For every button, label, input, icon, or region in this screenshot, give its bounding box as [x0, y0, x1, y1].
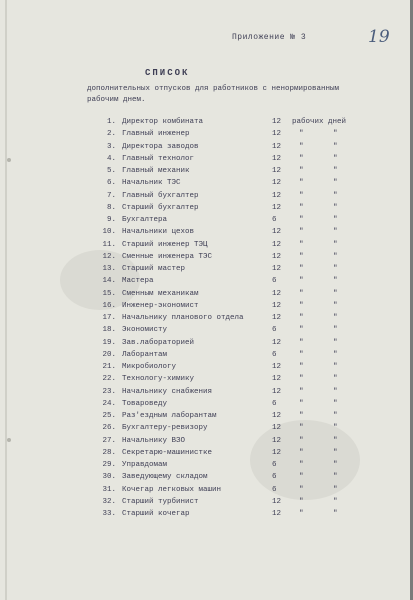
- ditto-mark: ": [299, 265, 304, 273]
- ditto-mark: ": [333, 497, 338, 506]
- item-position: Главный бухгалтер: [122, 191, 199, 200]
- item-position: Бухгалтера: [122, 216, 168, 224]
- list-item: [0, 179, 413, 191]
- ditto-mark: ": [333, 265, 338, 273]
- ditto-mark: ": [299, 252, 304, 261]
- ditto-mark: ": [299, 350, 304, 359]
- list-item: [0, 265, 413, 277]
- ditto-mark: ": [299, 240, 304, 249]
- ditto-mark: ": [299, 473, 304, 482]
- list-item: [0, 277, 413, 289]
- list-item: [0, 400, 413, 412]
- item-position: Инженер-экономист: [122, 301, 199, 310]
- item-days: 12: [272, 289, 282, 298]
- ditto-mark: ": [299, 326, 304, 335]
- item-days: 12: [272, 252, 282, 261]
- list-item: [0, 363, 413, 375]
- item-position: Главный технолог: [122, 154, 195, 163]
- list-item: [0, 449, 413, 461]
- ditto-mark: ": [299, 375, 304, 384]
- item-days: 12: [272, 167, 282, 175]
- list-item: [0, 388, 413, 400]
- ditto-mark: ": [299, 461, 304, 469]
- ditto-mark: ": [333, 424, 338, 433]
- item-days: 12: [272, 228, 282, 237]
- item-days: 12: [272, 424, 282, 433]
- ditto-mark: ": [299, 497, 304, 506]
- item-days: 12: [272, 375, 282, 384]
- ditto-mark: ": [333, 338, 338, 347]
- item-position: Технологу-химику: [122, 375, 195, 384]
- item-number: 31.: [102, 485, 116, 494]
- item-days: 12: [272, 130, 282, 139]
- ditto-mark: ": [333, 154, 338, 163]
- ditto-mark: ": [299, 387, 304, 396]
- item-days: 12: [272, 338, 282, 347]
- list-item: [0, 290, 413, 302]
- item-number: 29.: [102, 461, 116, 469]
- ditto-mark: ": [333, 375, 338, 384]
- item-days: 6: [272, 350, 277, 359]
- item-position: Лаборантам: [122, 350, 168, 359]
- list-item: [0, 192, 413, 204]
- item-days: 12: [272, 118, 282, 126]
- item-position: Сменным механикам: [122, 289, 199, 298]
- item-days: 12: [272, 179, 282, 188]
- ditto-mark: ": [333, 216, 338, 224]
- list-item: [0, 241, 413, 253]
- annex-label: Приложение № 3: [232, 33, 307, 42]
- ditto-mark: ": [333, 203, 338, 212]
- item-number: 12.: [102, 252, 116, 261]
- ditto-mark: ": [299, 399, 304, 408]
- item-position: Директор комбината: [122, 118, 204, 126]
- item-days: 12: [272, 510, 282, 518]
- ditto-mark: ": [299, 363, 304, 371]
- item-number: 21.: [102, 363, 116, 371]
- item-number: 13.: [102, 265, 116, 273]
- item-number: 28.: [102, 448, 116, 457]
- ditto-mark: ": [299, 436, 304, 445]
- item-position: Управдомам: [122, 461, 168, 469]
- list-item: [0, 424, 413, 436]
- item-number: 18.: [102, 326, 116, 335]
- ditto-mark: ": [333, 436, 338, 445]
- item-number: 16.: [102, 301, 116, 310]
- list-item: [0, 253, 413, 265]
- ditto-mark: ": [299, 277, 304, 286]
- item-position: Начальник ТЭС: [122, 179, 181, 188]
- list-item: [0, 143, 413, 155]
- ditto-mark: ": [333, 289, 338, 298]
- ditto-mark: ": [299, 338, 304, 347]
- ditto-mark: ": [299, 203, 304, 212]
- item-days: 12: [272, 412, 282, 420]
- document-title: СПИСОК: [145, 68, 190, 78]
- item-position: Зав.лабораторией: [122, 338, 195, 347]
- ditto-mark: ": [299, 130, 304, 139]
- item-position: Бухгалтеру-ревизору: [122, 424, 208, 433]
- item-days: 12: [272, 363, 282, 371]
- item-position: Главный механик: [122, 167, 190, 175]
- item-days: 12: [272, 387, 282, 396]
- item-number: 3.: [106, 142, 116, 151]
- item-number: 19.: [102, 338, 116, 347]
- item-days: 12: [272, 436, 282, 445]
- ditto-mark: ": [299, 167, 304, 175]
- list-item: [0, 473, 413, 485]
- item-number: 15.: [102, 289, 116, 298]
- document-subtitle-line2: рабочим днем.: [87, 96, 146, 104]
- ditto-mark: ": [299, 301, 304, 310]
- item-position: Микробиологу: [122, 363, 177, 371]
- list-item: [0, 204, 413, 216]
- ditto-mark: ": [333, 277, 338, 286]
- item-days: 6: [272, 473, 277, 482]
- ditto-mark: ": [299, 448, 304, 457]
- ditto-mark: ": [299, 424, 304, 433]
- item-number: 32.: [102, 497, 116, 506]
- item-position: Мастера: [122, 277, 154, 286]
- ditto-mark: ": [333, 167, 338, 175]
- list-item: [0, 228, 413, 240]
- item-position: Сменные инженера ТЭС: [122, 252, 213, 261]
- list-item: [0, 412, 413, 424]
- ditto-mark: ": [299, 314, 304, 322]
- item-position: Заведующему складом: [122, 473, 208, 482]
- ditto-mark: ": [333, 412, 338, 420]
- item-position: Экономисту: [122, 326, 168, 335]
- item-number: 26.: [102, 424, 116, 433]
- ditto-mark: ": [333, 363, 338, 371]
- item-days: 12: [272, 314, 282, 322]
- ditto-mark: ": [333, 314, 338, 322]
- list-item: [0, 216, 413, 228]
- ditto-mark: ": [333, 485, 338, 494]
- item-days: 6: [272, 216, 277, 224]
- ditto-mark: ": [333, 448, 338, 457]
- item-number: 7.: [106, 191, 116, 200]
- item-number: 22.: [102, 375, 116, 384]
- item-position: Секретарю-машинистке: [122, 448, 213, 457]
- item-days: 6: [272, 399, 277, 408]
- list-item: [0, 351, 413, 363]
- list-item: [0, 314, 413, 326]
- list-item: [0, 326, 413, 338]
- item-number: 9.: [106, 216, 116, 224]
- item-number: 11.: [102, 240, 116, 249]
- item-position: Старший бухгалтер: [122, 203, 199, 212]
- item-position: Начальнику ВЗО: [122, 436, 186, 445]
- item-position: Товароведу: [122, 399, 168, 408]
- item-position: Кочегар легковых машин: [122, 485, 222, 494]
- item-days: 12: [272, 497, 282, 506]
- item-position: Начальнику планового отдела: [122, 314, 244, 322]
- ditto-mark: ": [299, 228, 304, 237]
- ditto-mark: ": [333, 179, 338, 188]
- item-number: 17.: [102, 314, 116, 322]
- ditto-mark: ": [333, 301, 338, 310]
- item-number: 33.: [102, 510, 116, 518]
- item-number: 5.: [106, 167, 116, 175]
- item-days: 12: [272, 142, 282, 151]
- item-number: 20.: [102, 350, 116, 359]
- item-days: 12: [272, 203, 282, 212]
- ditto-mark: ": [299, 179, 304, 188]
- list-item: [0, 339, 413, 351]
- ditto-mark: ": [299, 216, 304, 224]
- ditto-mark: ": [299, 191, 304, 200]
- list-item: [0, 167, 413, 179]
- ditto-mark: ": [333, 350, 338, 359]
- item-number: 23.: [102, 387, 116, 396]
- item-position: Главный инженер: [122, 130, 190, 139]
- item-number: 6.: [106, 179, 116, 188]
- item-number: 2.: [106, 130, 116, 139]
- item-days: 6: [272, 461, 277, 469]
- ditto-mark: ": [333, 191, 338, 200]
- item-days: 6: [272, 485, 277, 494]
- item-number: 14.: [102, 277, 116, 286]
- ditto-mark: ": [333, 461, 338, 469]
- item-days: 12: [272, 448, 282, 457]
- item-days: 12: [272, 301, 282, 310]
- ditto-mark: ": [333, 387, 338, 396]
- item-days: 12: [272, 191, 282, 200]
- item-position: Старший турбинист: [122, 497, 199, 506]
- item-number: 1.: [106, 118, 116, 126]
- item-unit: рабочих дней: [292, 118, 347, 126]
- item-days: 6: [272, 326, 277, 335]
- item-number: 8.: [106, 203, 116, 212]
- list-item: [0, 461, 413, 473]
- ditto-mark: ": [299, 142, 304, 151]
- list-item: [0, 155, 413, 167]
- ditto-mark: ": [299, 510, 304, 518]
- list-item: [0, 510, 413, 522]
- ditto-mark: ": [333, 240, 338, 249]
- list-item: [0, 486, 413, 498]
- list-item: [0, 437, 413, 449]
- item-position: Начальники цехов: [122, 228, 195, 237]
- item-number: 25.: [102, 412, 116, 420]
- ditto-mark: ": [333, 252, 338, 261]
- item-days: 6: [272, 277, 277, 286]
- item-number: 27.: [102, 436, 116, 445]
- item-number: 4.: [106, 154, 116, 163]
- list-item: [0, 498, 413, 510]
- ditto-mark: ": [333, 399, 338, 408]
- item-days: 12: [272, 265, 282, 273]
- ditto-mark: ": [333, 130, 338, 139]
- item-position: Старший кочегар: [122, 510, 190, 518]
- list-item: [0, 118, 413, 130]
- item-position: Старший инженер ТЭЦ: [122, 240, 208, 249]
- list-item: [0, 375, 413, 387]
- list-item: [0, 130, 413, 142]
- ditto-mark: ": [333, 473, 338, 482]
- ditto-mark: ": [333, 228, 338, 237]
- item-position: Директора заводов: [122, 142, 199, 151]
- item-position: Старший мастер: [122, 265, 186, 273]
- ditto-mark: ": [333, 510, 338, 518]
- ditto-mark: ": [299, 485, 304, 494]
- item-number: 24.: [102, 399, 116, 408]
- item-days: 12: [272, 154, 282, 163]
- handwritten-page-number: 19: [368, 27, 390, 47]
- ditto-mark: ": [333, 142, 338, 151]
- document-subtitle-line1: дополнительных отпусков для работников с ненормированным: [87, 85, 340, 93]
- ditto-mark: ": [299, 154, 304, 163]
- item-position: Раз'ездным лаборантам: [122, 412, 217, 420]
- ditto-mark: ": [299, 289, 304, 298]
- list-item: [0, 302, 413, 314]
- item-number: 10.: [102, 228, 116, 237]
- item-position: Начальнику снабжения: [122, 387, 213, 396]
- item-number: 30.: [102, 473, 116, 482]
- ditto-mark: ": [299, 412, 304, 420]
- item-days: 12: [272, 240, 282, 249]
- ditto-mark: ": [333, 326, 338, 335]
